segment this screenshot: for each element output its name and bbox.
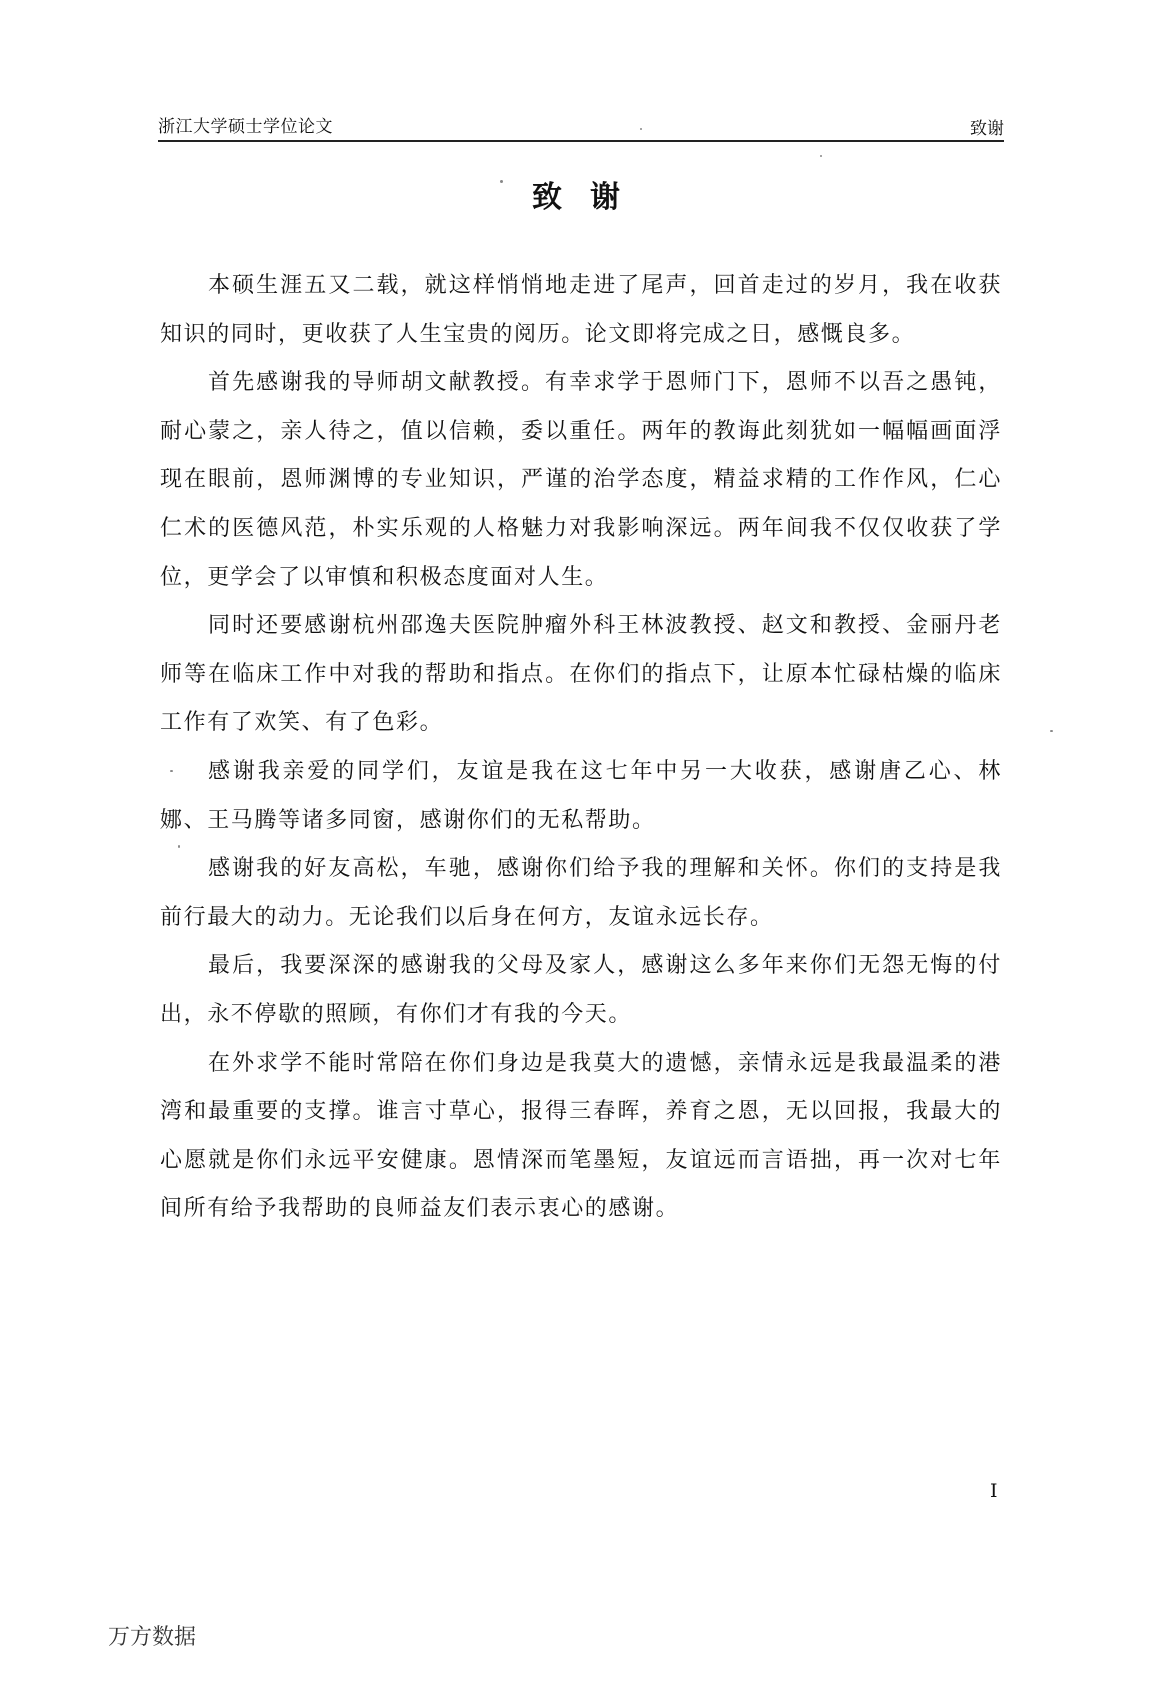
scan-speck bbox=[1050, 730, 1053, 732]
scan-speck bbox=[178, 845, 180, 848]
paragraph-1: 本硕生涯五又二载，就这样悄悄地走进了尾声，回首走过的岁月，我在收获知识的同时，更收获了人生宝贵的阅历。论文即将完成之日，感慨良多。 bbox=[160, 273, 1002, 347]
header-section-title: 致谢 bbox=[970, 119, 1004, 139]
paragraph-6: 最后，我要深深的感谢我的父母及家人，感谢这么多年来你们无怨无悔的付出，永不停歇的照顾，有你们才有我的今天。 bbox=[160, 953, 1002, 1027]
scan-speck bbox=[640, 128, 642, 130]
watermark: 万方数据 bbox=[108, 1625, 197, 1650]
header-rule bbox=[158, 140, 1004, 142]
scan-speck bbox=[500, 180, 503, 183]
paragraph-3: 同时还要感谢杭州邵逸夫医院肿瘤外科王林波教授、赵文和教授、金丽丹老师等在临床工作中对我的帮助和指点。在你们的指点下，让原本忙碌枯燥的临床工作有了欢笑、有了色彩。 bbox=[160, 613, 1002, 736]
page-title: 致谢 bbox=[532, 180, 648, 215]
running-header bbox=[158, 112, 1004, 140]
acknowledgement-body bbox=[160, 262, 1002, 1234]
paragraph-5: 感谢我的好友高松，车驰，感谢你们给予我的理解和关怀。你们的支持是我前行最大的动力。无论我们以后身在何方，友谊永远长存。 bbox=[160, 856, 1002, 930]
paragraph-2: 首先感谢我的导师胡文献教授。有幸求学于恩师门下，恩师不以吾之愚钝，耐心蒙之，亲人待之，值以信赖，委以重任。两年的教诲此刻犹如一幅幅画面浮现在眼前，恩师渊博的专业知识，严谨的治学态度，精益求精的工作作风，仁心仁术的医德风范，朴实乐观的人格魅力对我影响深远。两年间我不仅仅收获了学位，更学会了以审慎和积极态度面对人生。 bbox=[160, 370, 1002, 590]
page-number: I bbox=[990, 1480, 998, 1502]
scan-speck bbox=[820, 155, 822, 157]
paragraph-4: 感谢我亲爱的同学们，友谊是我在这七年中另一大收获，感谢唐乙心、林娜、王马腾等诸多同窗，感谢你们的无私帮助。 bbox=[160, 758, 1002, 833]
paragraph-7: 在外求学不能时常陪在你们身边是我莫大的遗憾，亲情永远是我最温柔的港湾和最重要的支撑。谁言寸草心，报得三春晖，养育之恩，无以回报，我最大的心愿就是你们永远平安健康。恩情深而笔墨短，友谊远而言语拙，再一次对七年间所有给予我帮助的良师益友们表示衷心的感谢。 bbox=[160, 1050, 1002, 1222]
header-thesis-title: 浙江大学硕士学位论文 bbox=[158, 117, 333, 137]
scan-speck bbox=[170, 770, 173, 772]
